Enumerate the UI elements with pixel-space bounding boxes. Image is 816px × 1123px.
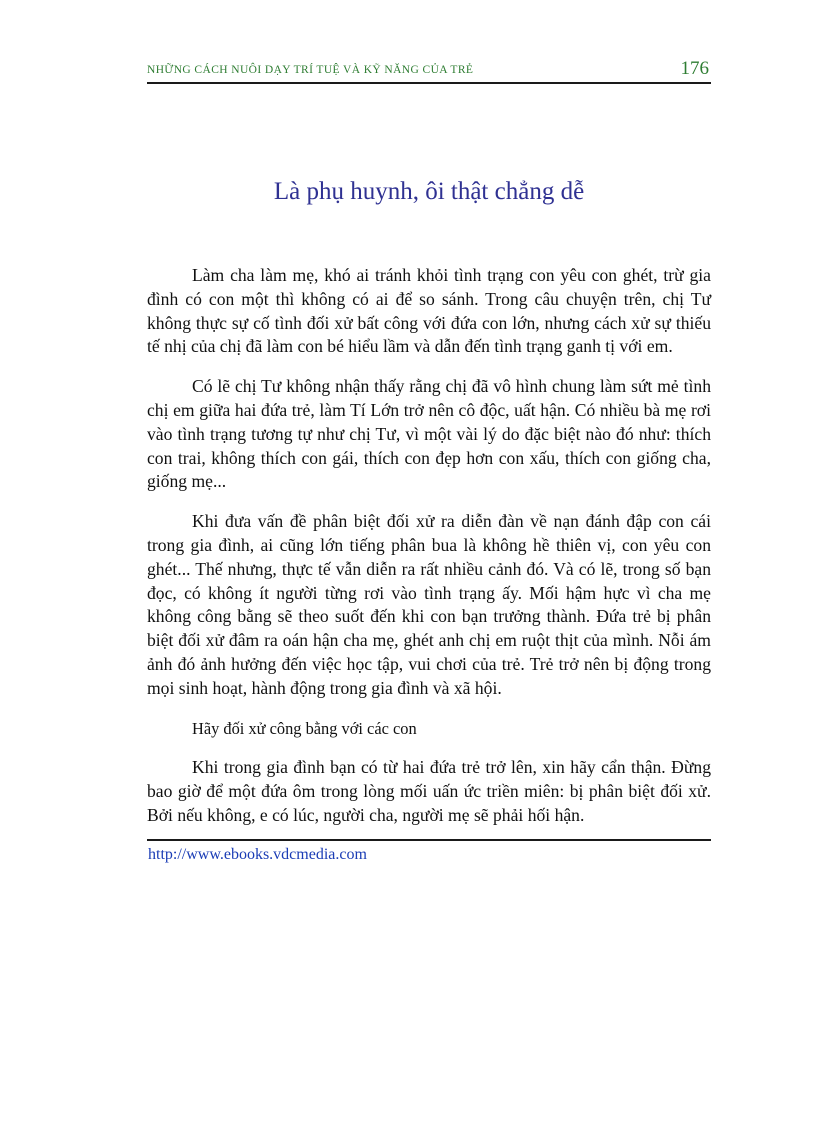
page-number: 176: [680, 58, 709, 79]
footer-url-link[interactable]: http://www.ebooks.vdcmedia.com: [148, 846, 367, 863]
running-header-title: NHỮNG CÁCH NUÔI DẠY TRÍ TUỆ VÀ KỸ NĂNG CỦA TRẺ: [147, 64, 474, 76]
paragraph-1: Làm cha làm mẹ, khó ai tránh khỏi tình trạng con yêu con ghét, trừ gia đình có con một thì không có ai để so sánh. Trong câu chuyện trên, chị Tư không thực sự cố tình đối xử bất công với đứa con lớn, nhưng cách xử sự thiếu tế nhị của chị đã làm con bé hiểu lầm và dẫn đến tình trạng ganh tị với em.: [147, 265, 711, 357]
paragraph-3: Khi đưa vấn đề phân biệt đối xử ra diễn đàn về nạn đánh đập con cái trong gia đình, ai cũng lớn tiếng phân bua là không hề thiên vị, con yêu con ghét... Thế nhưng, thực tế vẫn diễn ra rất nhiều cảnh đó. Và có lẽ, trong số bạn đọc, có không ít người từng rơi vào tình trạng ấy. Mối hậm hực vì cha mẹ không công bằng sẽ theo suốt đến khi con bạn trưởng thành. Đứa trẻ bị phân biệt đối xử đâm ra oán hận cha mẹ, ghét anh chị em ruột thịt của mình. Nỗi ám ảnh đó ảnh hưởng đến việc học tập, vui chơi của trẻ. Trẻ trở nên bị động trong mọi sinh hoạt, hành động trong gia đình và xã hội.: [147, 511, 711, 698]
page-header: [147, 58, 711, 84]
body-text: [147, 264, 711, 844]
section-subheading: Hãy đối xử công bằng với các con: [192, 718, 417, 738]
chapter-title: Là phụ huynh, ôi thật chẳng dễ: [273, 178, 585, 205]
footer-rule: [147, 839, 711, 841]
paragraph-4: Khi trong gia đình bạn có từ hai đứa trẻ trở lên, xin hãy cẩn thận. Đừng bao giờ để một đứa ôm trong lòng mối uấn ức triền miên: bị phân biệt đối xử. Bởi nếu không, e có lúc, người cha, người mẹ sẽ phải hối hận.: [147, 757, 711, 825]
paragraph-2: Có lẽ chị Tư không nhận thấy rằng chị đã vô hình chung làm sứt mẻ tình chị em giữa hai đứa trẻ, làm Tí Lớn trở nên cô độc, uất hận. Có nhiều bà mẹ rơi vào tình trạng tương tự như chị Tư, vì một vài lý do đặc biệt nào đó như: thích con trai, không thích con gái, thích con đẹp hơn con xấu, thích con giống cha, giống mẹ...: [147, 376, 711, 492]
